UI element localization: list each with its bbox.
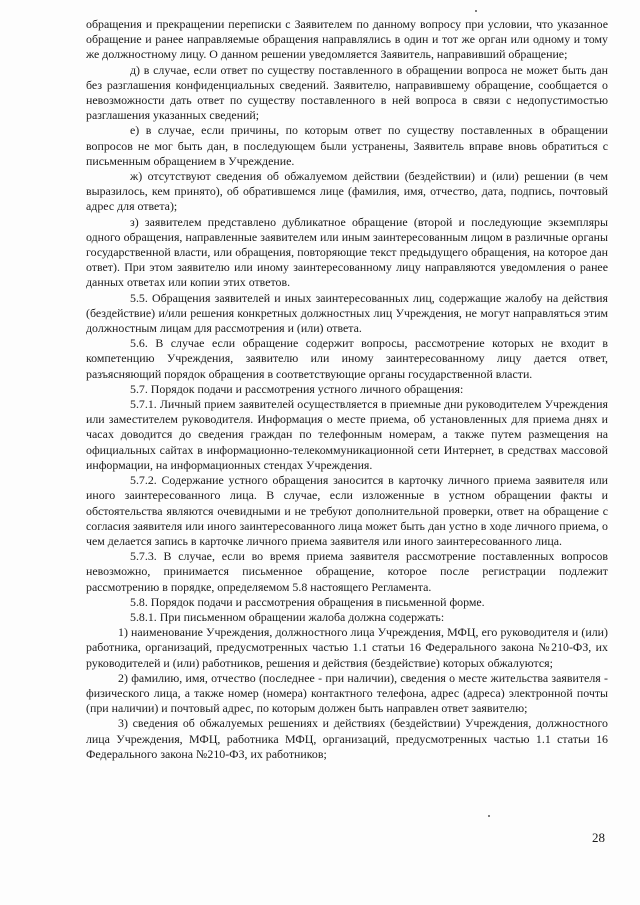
scan-speck: [475, 10, 477, 12]
paragraph-5-5: 5.5. Обращения заявителей и иных заинтересованных лиц, содержащие жалобу на действия (бездействие) и/или решения конкретных должностных лиц Учреждения, не могут направляться этим должностным лицам для рассмотрения и (или) ответа.: [86, 290, 608, 336]
paragraph-item-zh: ж) отсутствуют сведения об обжалуемом действии (бездействии) и (или) решении (в чем выразилось, кем принято), об обратившемся лице (фамилия, имя, отчество, дата, подпись, почтовый адрес для ответа);: [86, 169, 608, 214]
paragraph-item-z: з) заявителем представлено дубликатное обращение (второй и последующие экземпляры одного обращения, направленные заявителем или иным заинтересованным лицом в различные органы государственной власти, или обращения, повторяющие текст предыдущего обращения, на которое дан ответ). При этом заявителю или иному заинтересованному лицу направляются уведомления о ранее данных ответах или копии этих ответов.: [86, 214, 608, 290]
paragraph-5-7-2: 5.7.2. Содержание устного обращения заносится в карточку личного приема заявителя или иного заинтересованного лица. В случае, если изложенные в устном обращении факты и обстоятельства являются очевидными и не требуют дополнительной проверки, ответ на обращение с согласия заявителя или иного заинтересованного лица может быть дан устно в ходе личного приема, о чем делается запись в карточке личного приема заявителя или иного заинтересованного лица.: [86, 473, 608, 548]
paragraph-5-6: 5.6. В случае если обращение содержит вопросы, рассмотрение которых не входит в компетенцию Учреждения, заявителю или иному заинтересованному лицу дается ответ, разъясняющий порядок обращения в соответствующие органы государственной власти.: [86, 336, 608, 381]
list-item-2: 2) фамилию, имя, отчество (последнее - при наличии), сведения о месте жительства заявителя - физического лица, а также номер (номера) контактного телефона, адрес (адреса) электронной почты (при наличии) и почтовый адрес, по которым должен быть направлен ответ заявителю;: [86, 670, 608, 716]
paragraph-item-e: е) в случае, если причины, по которым ответ по существу поставленных в обращении вопросов не мог быть дан, в последующем были устранены, Заявитель вправе вновь обратиться с письменным обращением в Учреждение.: [86, 123, 608, 168]
paragraph-5-7-3: 5.7.3. В случае, если во время приема заявителя рассмотрение поставленных вопросов невозможно, принимается письменное обращение, которое после регистрации подлежит рассмотрению в порядке, определяемом 5.8 настоящего Регламента.: [86, 549, 608, 594]
paragraph-item-d: д) в случае, если ответ по существу поставленного в обращении вопроса не может быть дан без разглашения конфиденциальных сведений. Заявителю, направившему обращение, сообщается о невозможности дать ответ по существу поставленного в ней вопроса в связи с недопустимостью разглашения указанных сведений;: [86, 62, 608, 123]
paragraph-5-8-1: 5.8.1. При письменном обращении жалоба должна содержать:: [130, 609, 445, 624]
scan-speck: [488, 815, 490, 817]
list-item-1: 1) наименование Учреждения, должностного лица Учреждения, МФЦ, его руководителя и (или) работника, организаций, предусмотренных частью 1.1 статьи 16 Федерального закона №210-ФЗ, их руководителей и (или) работников, решения и действия (бездействие) которых обжалуются;: [86, 625, 608, 670]
paragraph-5-7-1: 5.7.1. Личный прием заявителей осуществляется в приемные дни руководителем Учреждения или заместителем руководителя. Информация о месте приема, об установленных для приема днях и часах доводится до сведения граждан по телефонным номерам, а также путем размещения на официальных сайтах в информационно-телекоммуникационной сети Интернет, в средствах массовой информации, на информационных стендах Учреждения.: [86, 397, 608, 472]
paragraph-5-7: 5.7. Порядок подачи и рассмотрения устного личного обращения:: [130, 381, 464, 396]
page-number: 28: [592, 830, 605, 845]
paragraph-5-8: 5.8. Порядок подачи и рассмотрения обращения в письменной форме.: [130, 594, 485, 609]
document-body: [86, 17, 608, 762]
list-item-3: 3) сведения об обжалуемых решениях и действиях (бездействии) Учреждения, должностного лица Учреждения, МФЦ, работника МФЦ, организаций, предусмотренных частью 1.1 статьи 16 Федерального закона №210-ФЗ, их работников;: [86, 716, 608, 761]
paragraph-continuation: обращения и прекращении переписки с Заявителем по данному вопросу при условии, что указанное обращение и ранее направляемые обращения направлялись в один и тот же орган или одному и тому же должностному лицу. О данном решении уведомляется Заявитель, направивший обращение;: [86, 17, 608, 62]
